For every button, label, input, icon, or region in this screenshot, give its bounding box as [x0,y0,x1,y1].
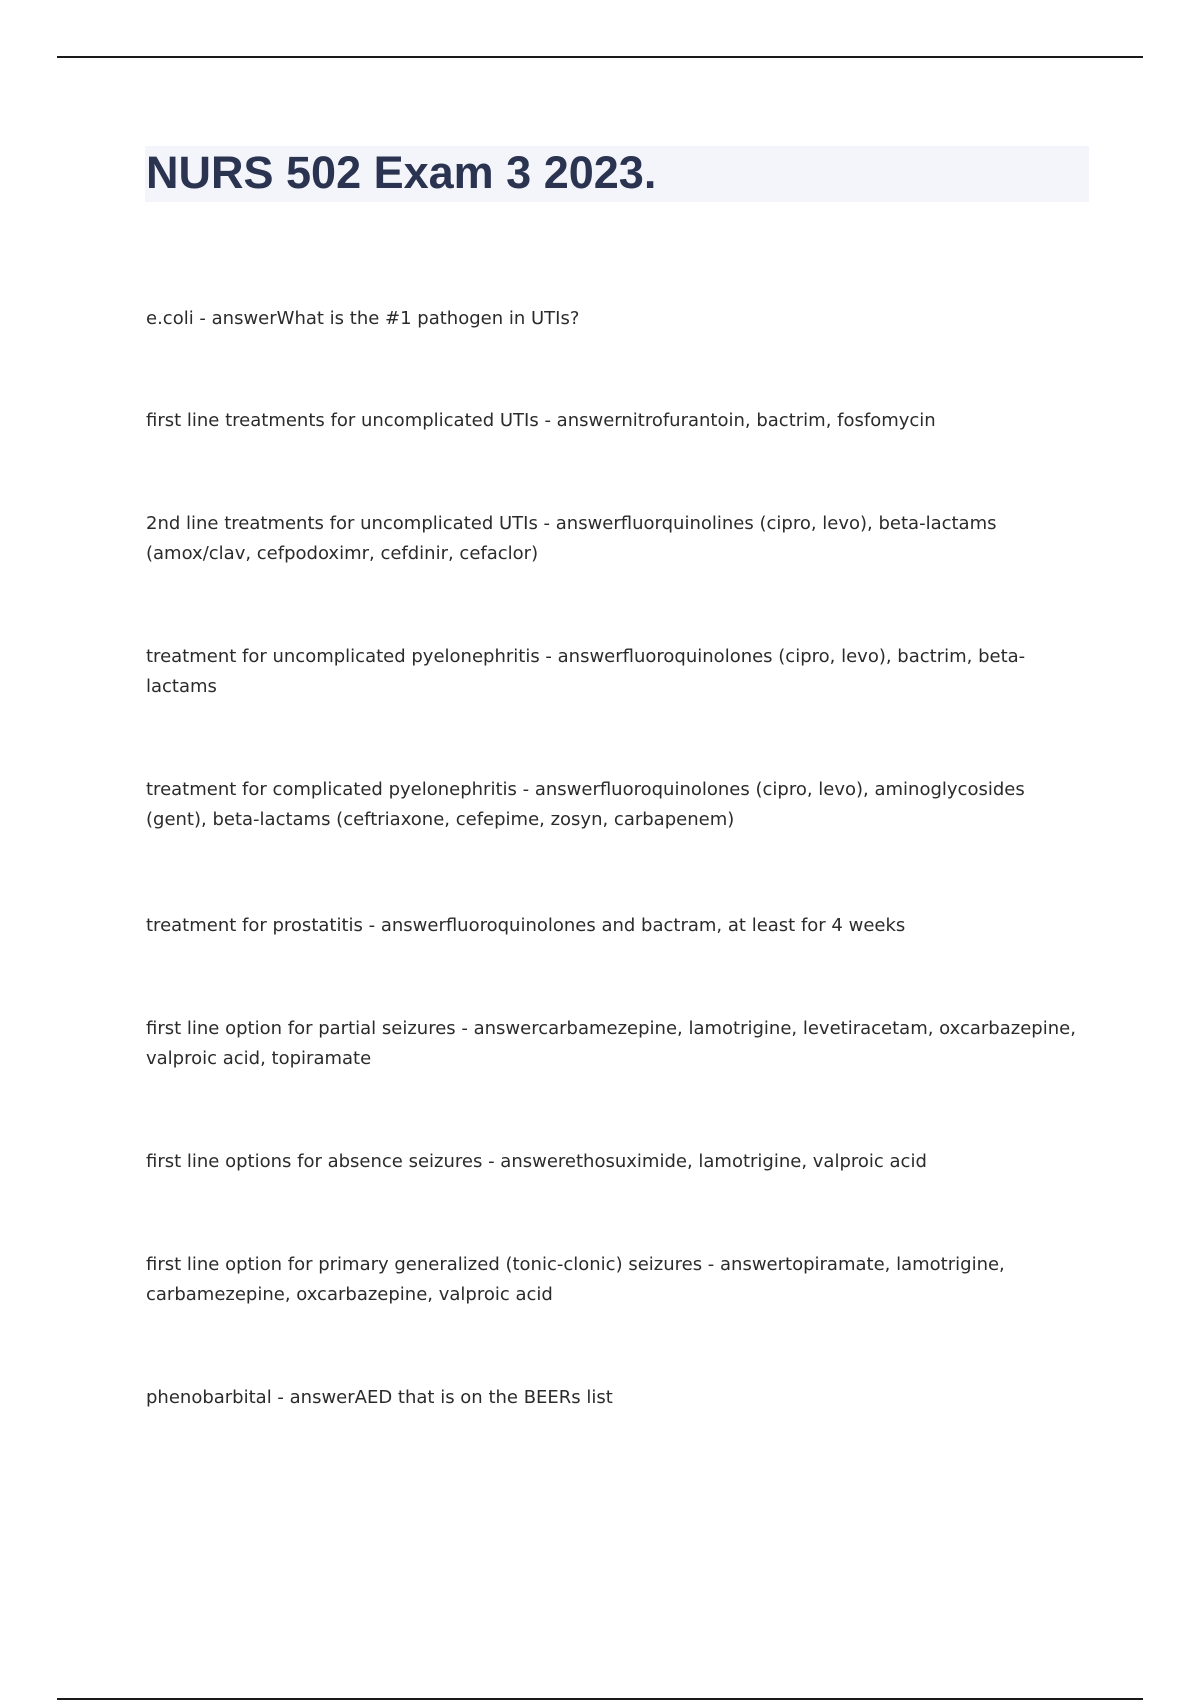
qa-item-prostatitis: treatment for prostatitis - answerfluoroquinolones and bactram, at least for 4 weeks [146,915,906,936]
qa-item-generalized-seizures: first line option for primary generalized (tonic-clonic) seizures - answertopiramate, lamotrigine, carbamezepine, oxcarbazepine, valproic acid [146,1254,1005,1305]
qa-item-partial-seizures: first line option for partial seizures - answercarbamezepine, lamotrigine, levetiracetam, oxcarbazepine, valproic acid, topiramate [146,1018,1076,1069]
qa-item-phenobarbital: phenobarbital - answerAED that is on the BEERs list [146,1387,613,1408]
qa-item-second-line-uti: 2nd line treatments for uncomplicated UTIs - answerfluorquinolines (cipro, levo), beta-lactams (amox/clav, cefpodoximr, cefdinir, cefaclor) [146,513,997,564]
qa-item-ecoli: e.coli - answerWhat is the #1 pathogen in UTIs? [146,308,580,329]
qa-item-uncomplicated-pyelonephritis: treatment for uncomplicated pyelonephritis - answerfluoroquinolones (cipro, levo), bactrim, beta- lactams [146,646,1026,697]
page-title: NURS 502 Exam 3 2023. [146,147,657,198]
qa-item-complicated-pyelonephritis: treatment for complicated pyelonephritis - answerfluoroquinolones (cipro, levo), aminoglycosides (gent), beta-lactams (ceftriaxone, cefepime, zosyn, carbapenem) [146,779,1025,830]
qa-item-absence-seizures: first line options for absence seizures - answerethosuximide, lamotrigine, valproic acid [146,1151,927,1172]
qa-item-first-line-uti: first line treatments for uncomplicated UTIs - answernitrofurantoin, bactrim, fosfomycin [146,410,936,431]
top-rule [57,56,1143,58]
